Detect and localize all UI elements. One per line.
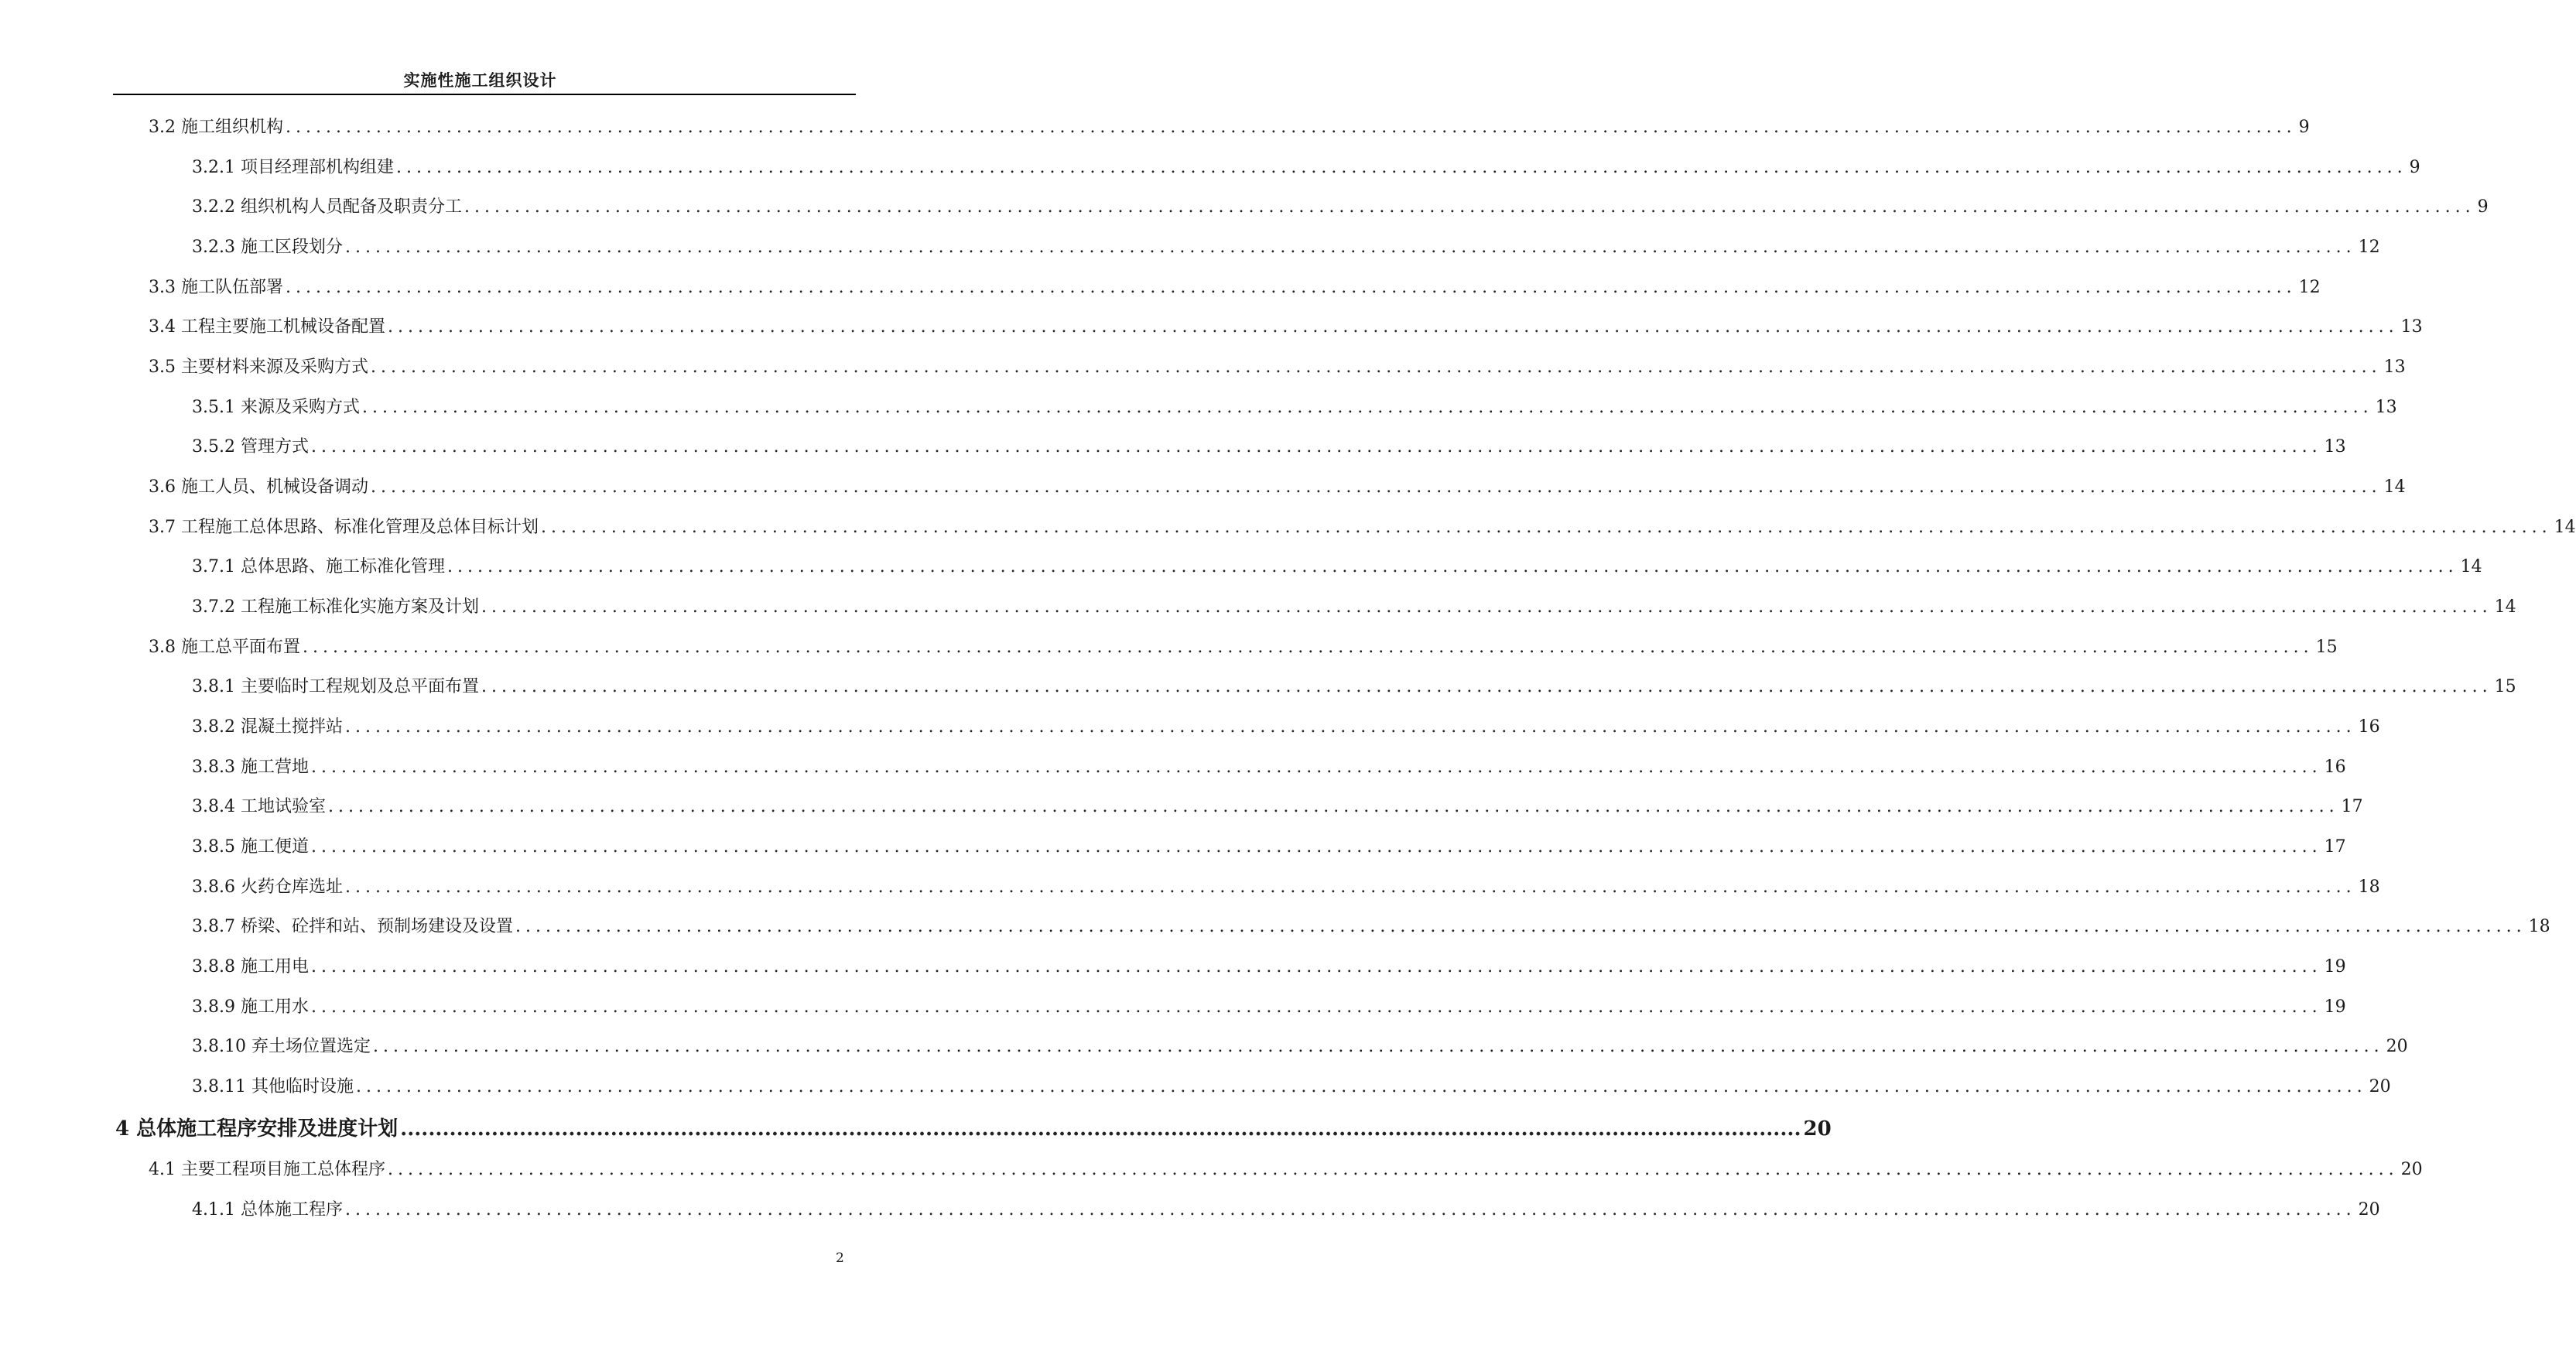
toc-entry-page: 17 xyxy=(2324,837,2346,857)
toc-entry-label: 3.8 施工总平面布置 xyxy=(149,638,300,657)
toc-entry-page: 15 xyxy=(2494,677,2516,696)
toc-entry[interactable] xyxy=(192,716,2380,739)
toc-entry[interactable] xyxy=(192,596,2516,619)
toc-entry-page: 19 xyxy=(2324,997,2346,1017)
toc-dot-leader: ........................................................................................................................................................................................................ xyxy=(302,638,2314,657)
toc-dot-leader: ........................................................................................................................................................................................................ xyxy=(464,197,2475,217)
toc-dot-leader: ........................................................................................................................................................................................................ xyxy=(446,557,2458,576)
toc-entry-label: 3.8.3 施工营地 xyxy=(192,758,309,777)
toc-entry-page: 20 xyxy=(2369,1077,2391,1096)
toc-dot-leader: ........................................................................................................................................................................................................ xyxy=(310,837,2322,857)
toc-entry[interactable] xyxy=(192,795,2363,819)
toc-dot-leader: ........................................................................................................................................................................................................ xyxy=(310,758,2322,777)
toc-entry-page: 20 xyxy=(2386,1037,2408,1056)
toc-entry-label: 3.5.2 管理方式 xyxy=(192,437,309,457)
toc-dot-leader: ........................................................................................................................................................................................................ xyxy=(310,957,2322,977)
toc-dot-leader: ........................................................................................................................................................................................................ xyxy=(285,278,2297,297)
toc-entry-label: 3.8.7 桥梁、砼拌和站、预制场建设及设置 xyxy=(192,917,513,936)
toc-entry-page: 16 xyxy=(2358,717,2380,737)
toc-entry-label: 3.2 施工组织机构 xyxy=(149,118,283,137)
toc-dot-leader: ........................................................................................................................................................................................................ xyxy=(370,357,2382,377)
toc-entry[interactable] xyxy=(149,316,2423,339)
toc-entry-label: 4.1 主要工程项目施工总体程序 xyxy=(149,1160,385,1179)
toc-entry[interactable] xyxy=(192,876,2380,899)
toc-entry-label: 4.1.1 总体施工程序 xyxy=(192,1200,343,1219)
toc-dot-leader: ........................................................................................................................................................................................................ xyxy=(387,1160,2399,1179)
toc-dot-leader: ........................................................................................................................................................................................................ xyxy=(515,917,2526,936)
toc-dot-leader: ........................................................................................................................................................................................................ xyxy=(344,1200,2356,1219)
toc-dot-leader: ........................................................................................................................................................................................................ xyxy=(400,1117,1801,1141)
toc-dot-leader: ........................................................................................................................................................................................................ xyxy=(395,158,2407,177)
toc-dot-leader: ........................................................................................................................................................................................................ xyxy=(387,317,2399,337)
toc-entry[interactable] xyxy=(192,915,2550,939)
toc-entry[interactable] xyxy=(149,476,2406,499)
toc-entry-page: 14 xyxy=(2494,597,2516,617)
toc-entry[interactable] xyxy=(192,996,2346,1019)
toc-entry[interactable] xyxy=(192,1199,2380,1222)
toc-dot-leader: ........................................................................................................................................................................................................ xyxy=(344,717,2356,737)
toc-entry[interactable] xyxy=(192,556,2482,579)
toc-dot-leader: ........................................................................................................................................................................................................ xyxy=(481,597,2492,617)
toc-entry-label: 3.8.1 主要临时工程规划及总平面布置 xyxy=(192,677,479,696)
toc-dot-leader: ........................................................................................................................................................................................................ xyxy=(310,997,2322,1017)
toc-entry[interactable] xyxy=(192,676,2516,699)
toc-entry-page: 12 xyxy=(2358,238,2380,257)
toc-entry-page: 9 xyxy=(2298,118,2310,137)
toc-dot-leader: ........................................................................................................................................................................................................ xyxy=(310,437,2322,457)
toc-entry-page: 13 xyxy=(2375,398,2397,417)
toc-entry[interactable] xyxy=(149,516,2576,539)
toc-entry[interactable] xyxy=(192,436,2346,459)
toc-entry-label: 3.5.1 来源及采购方式 xyxy=(192,398,360,417)
toc-entry-label: 3.7 工程施工总体思路、标准化管理及总体目标计划 xyxy=(149,518,539,537)
toc-entry-label: 3.8.2 混凝土搅拌站 xyxy=(192,717,343,737)
toc-entry-label: 4 总体施工程序安排及进度计划 xyxy=(115,1117,399,1141)
toc-dot-leader: ........................................................................................................................................................................................................ xyxy=(285,118,2297,137)
toc-dot-leader: ........................................................................................................................................................................................................ xyxy=(344,877,2356,897)
toc-entry-label: 3.6 施工人员、机械设备调动 xyxy=(149,477,368,497)
toc-entry-page: 16 xyxy=(2324,758,2346,777)
toc-entry-page: 20 xyxy=(1803,1117,1832,1141)
toc-entry[interactable] xyxy=(149,276,2321,299)
toc-entry-page: 12 xyxy=(2298,278,2321,297)
toc-entry-page: 19 xyxy=(2324,957,2346,977)
toc-entry[interactable] xyxy=(192,756,2346,779)
toc-entry-label: 3.2.1 项目经理部机构组建 xyxy=(192,158,394,177)
toc-entry-page: 14 xyxy=(2383,477,2406,497)
toc-entry[interactable] xyxy=(149,1158,2423,1182)
toc-dot-leader: ........................................................................................................................................................................................................ xyxy=(481,677,2492,696)
toc-entry-label: 3.8.10 弃土场位置选定 xyxy=(192,1037,371,1056)
toc-entry[interactable] xyxy=(192,956,2346,979)
toc-dot-leader: ........................................................................................................................................................................................................ xyxy=(344,238,2356,257)
toc-entry-label: 3.2.3 施工区段划分 xyxy=(192,238,343,257)
toc-entry-page: 17 xyxy=(2341,797,2363,816)
page-header-title: 实施性施工组织设计 xyxy=(403,71,557,90)
toc-entry-page: 13 xyxy=(2324,437,2346,457)
toc-entry[interactable] xyxy=(192,1076,2391,1099)
toc-entry-label: 3.8.4 工地试验室 xyxy=(192,797,326,816)
toc-entry-page: 13 xyxy=(2383,357,2406,377)
toc-entry-page: 13 xyxy=(2400,317,2423,337)
toc-entry[interactable] xyxy=(192,1035,2408,1059)
toc-entry[interactable] xyxy=(192,196,2489,219)
toc-entry-label: 3.8.9 施工用水 xyxy=(192,997,309,1017)
toc-chapter-entry[interactable] xyxy=(115,1116,1832,1142)
toc-entry[interactable] xyxy=(149,356,2406,379)
toc-entry-page: 9 xyxy=(2409,158,2420,177)
toc-entry-label: 3.8.6 火药仓库选址 xyxy=(192,877,343,897)
toc-entry-page: 9 xyxy=(2477,197,2489,217)
toc-entry-label: 3.2.2 组织机构人员配备及职责分工 xyxy=(192,197,462,217)
toc-dot-leader: ........................................................................................................................................................................................................ xyxy=(372,1037,2384,1056)
toc-entry[interactable] xyxy=(192,836,2346,859)
toc-entry-label: 3.4 工程主要施工机械设备配置 xyxy=(149,317,385,337)
toc-entry-page: 15 xyxy=(2315,638,2338,657)
toc-entry-label: 3.8.5 施工便道 xyxy=(192,837,309,857)
toc-dot-leader: ........................................................................................................................................................................................................ xyxy=(355,1077,2367,1096)
toc-dot-leader: ........................................................................................................................................................................................................ xyxy=(370,477,2382,497)
toc-entry[interactable] xyxy=(192,236,2380,259)
toc-entry-page: 14 xyxy=(2460,557,2482,576)
toc-entry-label: 3.5 主要材料来源及采购方式 xyxy=(149,357,368,377)
toc-entry-label: 3.7.1 总体思路、施工标准化管理 xyxy=(192,557,445,576)
toc-entry-page: 18 xyxy=(2358,877,2380,897)
toc-entry-label: 3.3 施工队伍部署 xyxy=(149,278,283,297)
toc-entry[interactable] xyxy=(149,116,2310,139)
toc-entry-label: 3.8.8 施工用电 xyxy=(192,957,309,977)
header-divider xyxy=(113,94,856,95)
toc-entry[interactable] xyxy=(192,156,2420,180)
toc-entry-page: 20 xyxy=(2400,1160,2423,1179)
toc-entry-page: 14 xyxy=(2554,518,2576,537)
toc-dot-leader: ........................................................................................................................................................................................................ xyxy=(540,518,2552,537)
toc-entry[interactable] xyxy=(149,636,2338,659)
toc-entry-page: 18 xyxy=(2528,917,2550,936)
toc-entry-label: 3.7.2 工程施工标准化实施方案及计划 xyxy=(192,597,479,617)
toc-entry-label: 3.8.11 其他临时设施 xyxy=(192,1077,354,1096)
toc-entry[interactable] xyxy=(192,396,2397,419)
toc-entry-page: 20 xyxy=(2358,1200,2380,1219)
page-number: 2 xyxy=(836,1250,844,1266)
toc-dot-leader: ........................................................................................................................................................................................................ xyxy=(327,797,2339,816)
toc-dot-leader: ........................................................................................................................................................................................................ xyxy=(361,398,2373,417)
